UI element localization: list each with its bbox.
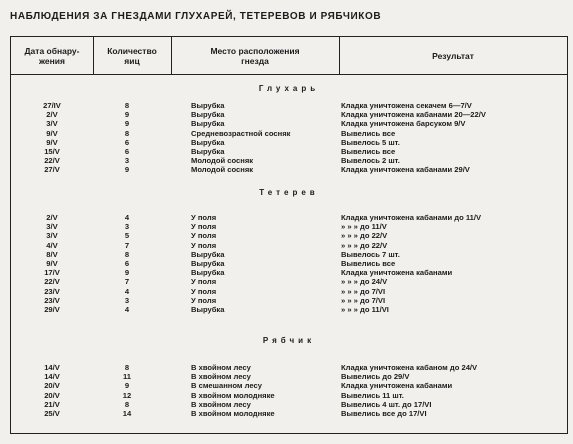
- cell-result: Вывелось 2 шт.: [341, 156, 400, 166]
- cell-date: 3/V: [46, 222, 58, 232]
- table-row: [11, 381, 567, 390]
- table-header: [11, 37, 567, 75]
- page-title: НАБЛЮДЕНИЯ ЗА ГНЕЗДАМИ ГЛУХАРЕЙ, ТЕТЕРЕВОВ И РЯБЧИКОВ: [10, 11, 382, 22]
- cell-result: » » » до 24/V: [341, 277, 388, 287]
- cell-result: Вывелись все: [341, 147, 396, 156]
- cell-date: 9/V: [46, 137, 58, 147]
- cell-place: В хвойном лесу: [191, 399, 251, 409]
- cell-qty: 4: [124, 305, 130, 314]
- table-row: [11, 305, 567, 314]
- observations-table: [10, 36, 568, 434]
- cell-date: 27/IV: [43, 101, 61, 110]
- cell-place: Молодой сосняк: [191, 156, 254, 166]
- table-row: [11, 296, 567, 305]
- cell-result: Кладка уничтожена кабанами 20—22/V: [341, 110, 486, 120]
- cell-date: 29/V: [44, 305, 60, 314]
- cell-date: 14/V: [44, 363, 60, 372]
- table-row: [11, 129, 567, 138]
- cell-result: Вывелись все: [341, 128, 396, 138]
- cell-date: 8/V: [46, 249, 58, 259]
- cell-date: 2/V: [46, 213, 58, 222]
- cell-qty: 6: [124, 137, 130, 147]
- cell-place: Вырубка: [191, 101, 225, 110]
- cell-place: Вырубка: [191, 119, 225, 129]
- cell-result: » » » до 7/VI: [341, 286, 386, 296]
- cell-place: В хвойном молодняке: [191, 390, 275, 400]
- cell-qty: 9: [124, 268, 130, 278]
- cell-result: » » » до 11/V: [341, 222, 387, 232]
- cell-place: У поля: [191, 295, 217, 305]
- cell-result: Вывелось 7 шт.: [341, 249, 400, 259]
- cell-place: Молодой сосняк: [191, 165, 254, 175]
- cell-qty: 9: [124, 165, 130, 175]
- cell-qty: 9: [124, 110, 130, 120]
- section-title: Тетерев: [259, 188, 319, 197]
- cell-place: У поля: [191, 240, 217, 250]
- cell-date: 3/V: [46, 119, 58, 129]
- table-row: [11, 101, 567, 110]
- table-row: [11, 287, 567, 296]
- cell-qty: 12: [122, 390, 132, 400]
- cell-date: 20/V: [44, 381, 60, 391]
- cell-qty: 8: [124, 101, 130, 110]
- cell-result: » » » до 7/VI: [341, 295, 386, 305]
- cell-place: Средневозрастной сосняк: [191, 128, 291, 138]
- table-row: [11, 110, 567, 119]
- table-row: [11, 259, 567, 268]
- cell-date: 22/V: [44, 156, 60, 166]
- cell-place: Вырубка: [191, 137, 225, 147]
- table-row: [11, 363, 567, 372]
- header-qty: Количество яиц: [107, 46, 157, 66]
- cell-result: Вывелись до 29/V: [341, 372, 410, 382]
- cell-place: Вырубка: [191, 268, 225, 278]
- header-date: Дата обнару- жения: [24, 46, 80, 66]
- cell-result: Вывелось 5 шт.: [341, 137, 400, 147]
- cell-place: У поля: [191, 231, 217, 241]
- cell-place: Вырубка: [191, 259, 225, 268]
- cell-qty: 8: [124, 399, 130, 409]
- cell-place: В хвойном лесу: [191, 372, 251, 382]
- cell-result: Кладка уничтожена кабанами: [341, 381, 453, 391]
- cell-qty: 9: [124, 381, 130, 391]
- cell-place: У поля: [191, 222, 217, 232]
- cell-qty: 14: [122, 409, 132, 418]
- cell-qty: 9: [124, 119, 130, 129]
- cell-place: У поля: [191, 213, 217, 222]
- cell-qty: 3: [124, 156, 130, 166]
- table-row: [11, 231, 567, 240]
- cell-place: Вырубка: [191, 110, 225, 120]
- cell-result: Вывелись все: [341, 259, 396, 268]
- table-row: [11, 138, 567, 147]
- cell-result: Вывелись 4 шт. до 17/VI: [341, 399, 432, 409]
- cell-date: 3/V: [46, 231, 58, 241]
- table-row: [11, 268, 567, 277]
- cell-date: 23/V: [44, 295, 60, 305]
- cell-date: 9/V: [46, 128, 58, 138]
- cell-date: 20/V: [44, 390, 60, 400]
- cell-qty: 8: [124, 249, 130, 259]
- table-row: [11, 165, 567, 174]
- cell-result: » » » до 11/VI: [341, 305, 389, 314]
- cell-result: » » » до 22/V: [341, 240, 388, 250]
- cell-date: 2/V: [46, 110, 58, 120]
- cell-result: Вывелись все до 17/VI: [341, 409, 427, 418]
- cell-qty: 7: [124, 240, 130, 250]
- cell-place: В хвойном лесу: [191, 363, 251, 372]
- cell-qty: 3: [124, 222, 130, 232]
- cell-qty: 3: [124, 295, 130, 305]
- header-place: Место расположения гнезда: [210, 46, 300, 66]
- table-row: [11, 241, 567, 250]
- cell-date: 15/V: [44, 147, 60, 156]
- cell-date: 23/V: [44, 286, 60, 296]
- cell-result: » » » до 22/V: [341, 231, 388, 241]
- cell-place: Вырубка: [191, 305, 225, 314]
- table-row: [11, 156, 567, 165]
- cell-place: У поля: [191, 277, 217, 287]
- cell-qty: 4: [124, 213, 130, 222]
- section-title: Рябчик: [262, 336, 316, 345]
- table-row: [11, 250, 567, 259]
- table-row: [11, 372, 567, 381]
- table-row: [11, 147, 567, 156]
- cell-place: В хвойном молодняке: [191, 409, 275, 418]
- cell-date: 14/V: [44, 372, 60, 382]
- cell-qty: 6: [124, 147, 130, 156]
- cell-result: Кладка уничтожена кабанами: [341, 268, 453, 278]
- cell-result: Кладка уничтожена кабаном до 24/V: [341, 363, 478, 372]
- cell-result: Кладка уничтожена секачем 6—7/V: [341, 101, 472, 110]
- cell-place: Вырубка: [191, 249, 225, 259]
- cell-date: 25/V: [44, 409, 60, 418]
- cell-place: В смешанном лесу: [191, 381, 262, 391]
- cell-qty: 11: [122, 372, 132, 382]
- cell-qty: 5: [124, 231, 130, 241]
- cell-place: У поля: [191, 286, 217, 296]
- cell-qty: 6: [124, 259, 130, 268]
- cell-result: Кладка уничтожена барсуком 9/V: [341, 119, 466, 129]
- cell-result: Кладка уничтожена кабанами 29/V: [341, 165, 470, 175]
- table-row: [11, 409, 567, 418]
- table-row: [11, 400, 567, 409]
- cell-result: Кладка уничтожена кабанами до 11/V: [341, 213, 482, 222]
- cell-qty: 8: [124, 363, 130, 372]
- cell-date: 21/V: [44, 399, 60, 409]
- section-title: Глухарь: [258, 84, 320, 93]
- table-row: [11, 222, 567, 231]
- cell-date: 9/V: [46, 259, 58, 268]
- cell-date: 4/V: [46, 240, 58, 250]
- header-result: Результат: [432, 51, 474, 61]
- cell-qty: 8: [124, 128, 130, 138]
- table-row: [11, 213, 567, 222]
- table-row: [11, 391, 567, 400]
- table-row: [11, 119, 567, 128]
- cell-place: Вырубка: [191, 147, 225, 156]
- cell-qty: 4: [124, 286, 130, 296]
- cell-date: 17/V: [44, 268, 60, 278]
- cell-date: 27/V: [44, 165, 60, 175]
- cell-result: Вывелись 11 шт.: [341, 390, 404, 400]
- table-row: [11, 277, 567, 286]
- cell-qty: 7: [124, 277, 130, 287]
- cell-date: 22/V: [44, 277, 60, 287]
